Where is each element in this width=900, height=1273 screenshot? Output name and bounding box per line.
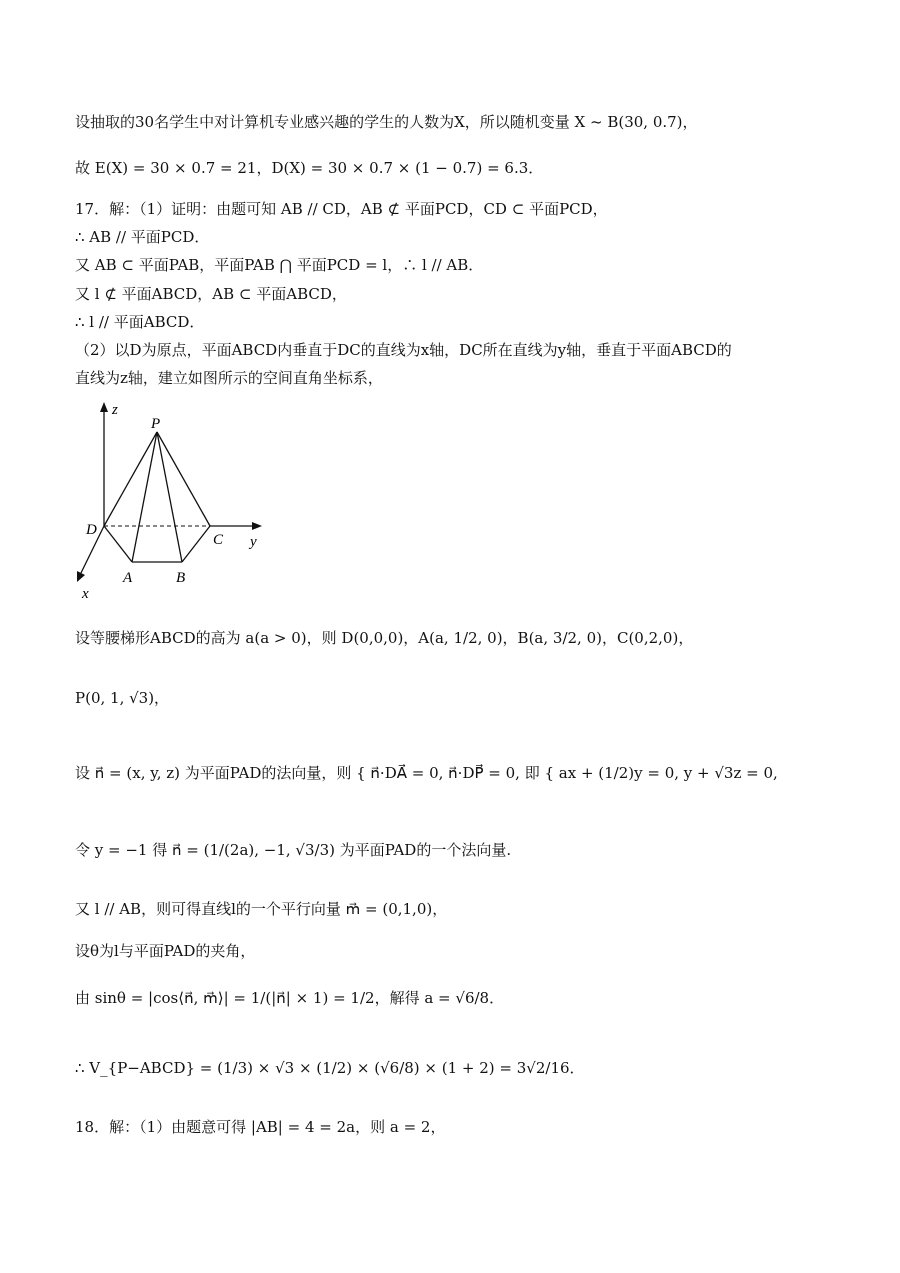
text-line-3: 17．解：（1）证明：由题可知 AB // CD，AB ⊄ 平面PCD，CD ⊂ 平面PCD， bbox=[75, 200, 608, 218]
coordinate-figure bbox=[70, 398, 280, 603]
edge-pc bbox=[157, 432, 210, 526]
label-a: A bbox=[123, 570, 133, 586]
text-line-16: 由 sinθ = |cos⟨n⃗, m⃗⟩| = 1/(|n⃗| × 1) = 1/2，解得 a = √6/8． bbox=[75, 989, 505, 1007]
text-line-18: 18．解：（1）由题意可得 |AB| = 4 = 2a，则 a = 2， bbox=[75, 1118, 446, 1136]
label-z: z bbox=[112, 402, 118, 418]
text-line-5: 又 AB ⊂ 平面PAB，平面PAB ⋂ 平面PCD = l，∴ l // AB． bbox=[75, 256, 484, 274]
label-b: B bbox=[176, 570, 186, 586]
text-line-2: 故 E(X) = 30 × 0.7 = 21，D(X) = 30 × 0.7 × (1 − 0.7) = 6.3． bbox=[75, 159, 544, 177]
text-line-11: P(0, 1, √3)， bbox=[75, 689, 170, 707]
text-line-14: 又 l // AB，则可得直线l的一个平行向量 m⃗ = (0,1,0)， bbox=[75, 900, 448, 918]
text-line-17: ∴ V_{P−ABCD} = (1/3) × √3 × (1/2) × (√6/8) × (1 + 2) = 3√2/16． bbox=[75, 1059, 585, 1077]
label-p: P bbox=[151, 416, 161, 432]
text-line-15: 设θ为l与平面PAD的夹角， bbox=[75, 942, 256, 960]
text-line-8: （2）以D为原点，平面ABCD内垂直于DC的直线为x轴，DC所在直线为y轴，垂直于平面ABCD的 bbox=[75, 341, 732, 359]
label-c: C bbox=[213, 532, 224, 548]
text-line-4: ∴ AB // 平面PCD． bbox=[75, 228, 210, 246]
edge-pa bbox=[132, 432, 157, 562]
text-line-10: 设等腰梯形ABCD的高为 a(a > 0)，则 D(0,0,0)，A(a, 1/2, 0)，B(a, 3/2, 0)，C(0,2,0)， bbox=[75, 629, 694, 647]
edge-pb bbox=[157, 432, 182, 562]
label-y: y bbox=[250, 534, 257, 550]
text-line-13: 令 y = −1 得 n⃗ = (1/(2a), −1, √3/3) 为平面PAD的一个法向量. bbox=[75, 841, 512, 859]
edge-da bbox=[104, 526, 132, 562]
label-d: D bbox=[86, 522, 97, 538]
z-axis-arrow bbox=[100, 402, 108, 412]
text-line-7: ∴ l // 平面ABCD． bbox=[75, 313, 205, 331]
text-line-1: 设抽取的30名学生中对计算机专业感兴趣的学生的人数为X，所以随机变量 X ~ B(30, 0.7)， bbox=[75, 113, 698, 131]
edge-bc bbox=[182, 526, 210, 562]
text-line-12: 设 n⃗ = (x, y, z) 为平面PAD的法向量，则 { n⃗·DA⃗ = 0, n⃗·DP⃗ = 0, 即 { ax + (1/2)y = 0, y + √3z = 0, bbox=[75, 764, 778, 782]
y-axis-arrow bbox=[252, 522, 262, 530]
text-line-9: 直线为z轴，建立如图所示的空间直角坐标系， bbox=[75, 369, 383, 387]
edge-pd bbox=[104, 432, 157, 526]
text-line-6: 又 l ⊄ 平面ABCD，AB ⊂ 平面ABCD， bbox=[75, 285, 347, 303]
label-x: x bbox=[82, 586, 89, 602]
